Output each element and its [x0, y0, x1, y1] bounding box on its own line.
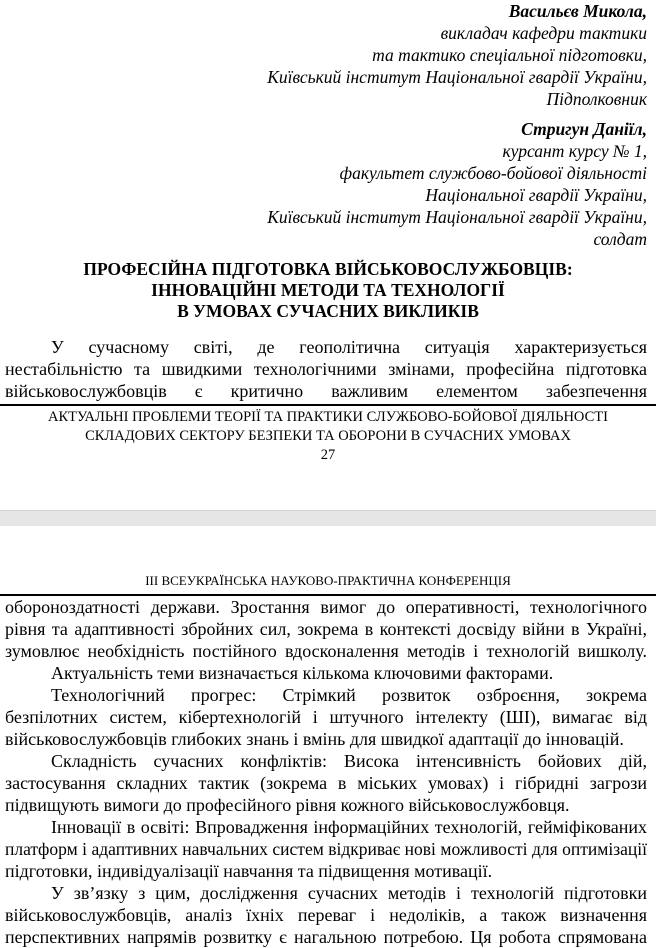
- page-footer: [0, 404, 656, 468]
- author-name: Стригун Даніїл,: [521, 119, 647, 139]
- body-line: безпілотних систем, кібертехнологій і штучного інтелекту (ШІ), вимагає від: [5, 707, 647, 727]
- body-line: застосування складних тактик (зокрема в міських умовах) і гібридні загрози: [5, 773, 647, 793]
- running-header: ІІІ ВСЕУКРАЇНСЬКА НАУКОВО-ПРАКТИЧНА КОНФЕРЕНЦІЯ: [0, 572, 656, 596]
- page-separator: [0, 510, 656, 527]
- article-title: [0, 259, 656, 322]
- footer-line: АКТУАЛЬНІ ПРОБЛЕМИ ТЕОРІЇ ТА ПРАКТИКИ СЛУЖБОВО-БОЙОВОЇ ДІЯЛЬНОСТІ: [48, 409, 608, 425]
- body-line: У зв’язку з цим, дослідження сучасних методів і технологій підготовки: [51, 883, 647, 903]
- author-block-2: [267, 118, 647, 250]
- page-28: [0, 526, 656, 947]
- author-line: факультет службово-бойової діяльності: [339, 163, 647, 183]
- body-line: Актуальність теми визначається кількома ключовими факторами.: [51, 663, 554, 683]
- title-line: В УМОВАХ СУЧАСНИХ ВИКЛИКІВ: [177, 301, 479, 321]
- page-number: 27: [320, 447, 336, 463]
- author-line: викладач кафедри тактики: [440, 23, 647, 43]
- body-line: рівня та адаптивності збройних сил, зокрема в контексті досвіду війни в Україні,: [5, 619, 647, 639]
- author-name: Васильєв Микола,: [508, 1, 647, 21]
- author-line: Національної гвардії України,: [425, 185, 647, 205]
- author-line: Київський інститут Національної гвардії України,: [267, 207, 647, 227]
- title-line: ПРОФЕСІЙНА ПІДГОТОВКА ВІЙСЬКОВОСЛУЖБОВЦІВ:: [83, 259, 573, 279]
- author-line: та тактико спеціальної підготовки,: [372, 45, 647, 65]
- author-line: солдат: [593, 229, 647, 249]
- author-line: курсант курсу № 1,: [502, 141, 647, 161]
- body-line: обороноздатності держави. Зростання вимог до оперативності, технологічного: [5, 597, 647, 617]
- body-line: підвищують вимоги до професійного рівня кожного військовослужбовця.: [5, 795, 570, 815]
- body-line: У сучасному світі, де геополітична ситуація характеризується: [51, 337, 647, 357]
- footer-line: СКЛАДОВИХ СЕКТОРУ БЕЗПЕКИ ТА ОБОРОНИ В СУЧАСНИХ УМОВАХ: [85, 428, 571, 444]
- body-line: Інновації в освіті: Впровадження інформаційних технологій, гейміфікованих: [51, 817, 647, 837]
- body-line: військовослужбовців глибоких знань і вмінь для швидкої адаптації до інновацій.: [5, 729, 624, 749]
- body-line: військовослужбовців є критично важливим елементом забезпечення: [5, 381, 647, 401]
- body-line: платформ і адаптивних навчальних систем відкриває нові можливості для оптимізації: [5, 839, 647, 859]
- body-line: перспективних напрямів розвитку є нагальною потребою. Ця робота спрямована: [5, 927, 647, 947]
- body-line: військовослужбовців, аналіз їхніх переваг і недоліків, а також визначення: [5, 905, 647, 925]
- body-line: Технологічний прогрес: Стрімкий розвиток озброєння, зокрема: [51, 685, 647, 705]
- body-line: підготовки, індивідуалізації навчання та підвищення мотивації.: [5, 861, 493, 881]
- body-line: зумовлює необхідність постійного вдосконалення методів і технологій вишколу.: [5, 641, 647, 661]
- title-line: ІННОВАЦІЙНІ МЕТОДИ ТА ТЕХНОЛОГІЇ: [151, 280, 505, 300]
- body-line: Складність сучасних конфліктів: Висока інтенсивність бойових дій,: [51, 751, 647, 771]
- body-line: нестабільністю та швидкими технологічними змінами, професійна підготовка: [5, 359, 647, 379]
- author-line: Київський інститут Національної гвардії України,: [267, 67, 647, 87]
- author-block-1: [267, 0, 647, 110]
- author-line: Підполковник: [546, 89, 647, 109]
